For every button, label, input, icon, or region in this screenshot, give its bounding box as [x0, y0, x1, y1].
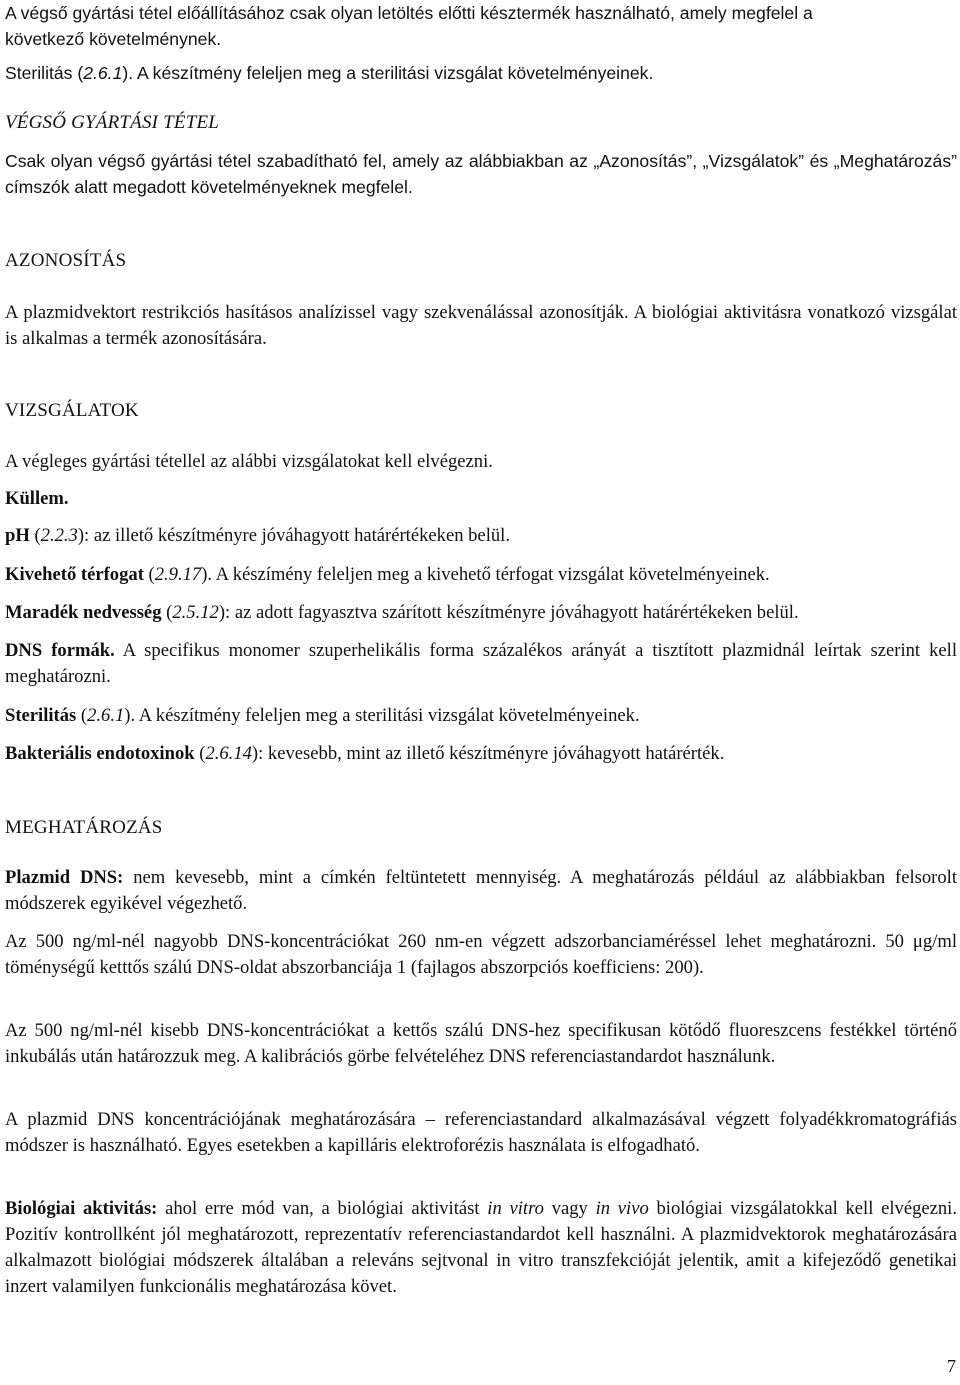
chromatography-paragraph: A plazmid DNS koncentrációjának meghatározására – referenciastandard alkalmazásával végzett folyadékkromatográfiás módszer is használható. Egyes esetekben a kapilláris elektroforézis használata is elfogadható. [5, 1109, 957, 1156]
volume-text: ). A készímény feleljen meg a kivehető térfogat vizsgálat követelményeinek. [201, 564, 770, 585]
bio-in-vitro: in vitro [487, 1198, 544, 1219]
bio-text-a: ahol erre mód van, a biológiai aktivitást [157, 1198, 488, 1219]
page-number: 7 [947, 1356, 956, 1376]
bio-text-b: vagy [543, 1198, 596, 1219]
endotoxin-ref: 2.6.14 [205, 743, 252, 764]
sterility-text: ). A készítmény feleljen meg a sterilitási vizsgálat követelményeinek. [124, 705, 640, 726]
intro-line-2: következő követelménynek. [5, 29, 222, 49]
tests-heading: VIZSGÁLATOK [5, 400, 139, 421]
endotoxin-text: ): kevesebb, mint az illető készítményre jóváhagyott határérték. [251, 743, 725, 764]
volume-line [5, 562, 957, 588]
assay-heading: MEGHATÁROZÁS [5, 817, 163, 838]
sterility-paren: ( [76, 705, 88, 726]
ph-label: pH [5, 525, 30, 546]
bio-in-vivo: in vivo [595, 1198, 649, 1219]
bio-text-c: biológiai vizsgálatokkal kell elvégezni. Pozitív kontrollként jól meghatározott, reprezentatív referenciastandardot kell használni. A plazmidvektorok meghatározására alkalmazott biológiai módszerek általában a releváns sejtvonal in vitro transzfekcióját jelentik, amit a kifejeződő genetikai inzert valamilyen funkcionális meghatározása követ. [5, 1198, 957, 1297]
top-sterility-label: Sterilitás [5, 63, 73, 83]
sterility-line [5, 703, 957, 729]
appearance-line [5, 486, 957, 512]
volume-paren: ( [143, 564, 155, 585]
endotoxin-line [5, 741, 957, 767]
tests-intro: A végleges gyártási tétellel az alábbi vizsgálatokat kell elvégezni. [5, 451, 493, 472]
moisture-line [5, 600, 957, 626]
intro-line-1: A végső gyártási tétel előállításához csak olyan letöltés előtti késztermék használható, amely megfelel a [5, 3, 813, 23]
top-sterility-text: ). A készítmény feleljen meg a sterilitási vizsgálat követelményeinek. [122, 63, 654, 83]
dns-forms-paragraph [5, 638, 957, 690]
plasmid-dna-text: nem kevesebb, mint a címkén feltüntetett mennyiség. A meghatározás például az alábbiakban felsorolt módszerek egyikével végezhető. [5, 867, 958, 914]
plasmid-dna-paragraph [5, 865, 957, 917]
fluorescence-paragraph: Az 500 ng/ml-nél kisebb DNS-koncentrációkat a kettős szálú DNS-hez specifikusan kötődő fluoreszcens festékkel történő inkubálás után határozzuk meg. A kalibrációs görbe felvételéhez DNS referenciastandardot használunk. [5, 1020, 957, 1067]
endotoxin-label: Bakteriális endotoxinok [5, 743, 195, 764]
identification-paragraph: A plazmidvektort restrikciós hasításos analízissel vagy szekvenálással azonosítják. A biológiai aktivitásra vonatkozó vizsgálat is alkalmas a termék azonosítására. [5, 302, 957, 349]
moisture-ref: 2.5.12 [172, 602, 219, 623]
biological-activity-label: Biológiai aktivitás: [5, 1198, 158, 1219]
sterility-label: Sterilitás [5, 705, 77, 726]
sterility-ref: 2.6.1 [87, 705, 125, 726]
dns-forms-text: A specifikus monomer szuperhelikális forma százalékos arányát a tisztított plazmidnál leírtak szerint kell meghatározni. [5, 640, 957, 687]
top-sterility-paren: ( [72, 63, 84, 83]
moisture-label: Maradék nedvesség [5, 602, 162, 623]
absorbance-paragraph: Az 500 ng/ml-nél nagyobb DNS-koncentrációkat 260 nm-en végzett adszorbanciaméréssel lehet meghatározni. 50 μg/ml töménységű ketttős szálú DNS-oldat abszorbanciája 1 (fajlagos abszorpciós koefficiens: 200). [5, 931, 957, 978]
final-batch-heading: VÉGSŐ GYÁRTÁSI TÉTEL [5, 112, 220, 133]
intro-paragraph [5, 0, 957, 52]
dns-forms-label: DNS formák. [5, 640, 115, 661]
volume-label: Kivehető térfogat [5, 564, 144, 585]
top-sterility-ref: 2.6.1 [83, 63, 123, 83]
endotoxin-paren: ( [194, 743, 206, 764]
plasmid-dna-label: Plazmid DNS: [5, 867, 124, 888]
final-batch-paragraph: Csak olyan végső gyártási tétel szabadítható fel, amely az alábbiakban az „Azonosítás”, „Vizsgálatok” és „Meghatározás” címszók alatt megadott követelményeknek megfelel. [5, 151, 957, 197]
top-sterility-line [5, 60, 957, 86]
appearance-label: Küllem. [5, 488, 69, 509]
moisture-text: ): az adott fagyasztva szárított készítményre jóváhagyott határértékeken belül. [218, 602, 799, 623]
volume-ref: 2.9.17 [154, 564, 202, 585]
ph-paren: ( [29, 525, 41, 546]
ph-line [5, 523, 957, 549]
identification-heading: AZONOSÍTÁS [5, 250, 127, 271]
biological-activity-paragraph [5, 1196, 957, 1300]
moisture-paren: ( [161, 602, 173, 623]
ph-text: ): az illető készítményre jóváhagyott határértékeken belül. [77, 525, 510, 546]
ph-ref: 2.2.3 [40, 525, 78, 546]
